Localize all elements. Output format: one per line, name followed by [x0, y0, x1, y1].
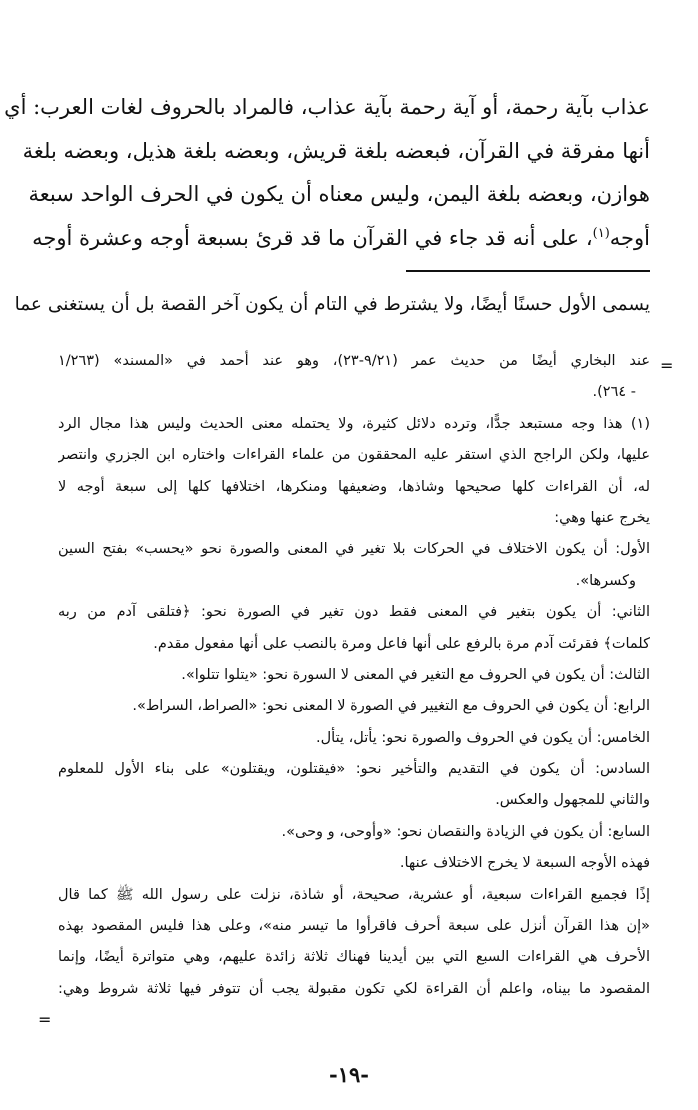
footnote-line: عليها، ولكن الراجح الذي استقر عليه المحققون من علماء القراءات واختاره ابن الجزري وانتصر [58, 447, 650, 464]
main-text-segment: ، على أنه قد جاء في القرآن ما قد قرئ بسبعة أوجه وعشرة أوجه [32, 225, 593, 250]
continuation-mark: = [38, 1010, 52, 1029]
footnote-line: الرابع: أن يكون في الحروف مع التغيير في الصورة لا المعنى نحو: «الصراط، السراط». [132, 698, 650, 715]
main-text-line: عذاب بآية رحمة، أو آية رحمة بآية عذاب، فالمراد بالحروف لغات العرب: أي [4, 95, 650, 119]
continuation-mark: = [660, 356, 674, 375]
footnote-line: يخرج عنها وهي: [554, 509, 650, 526]
footnote-separator [406, 270, 650, 272]
footnote-line: الثالث: أن يكون في الحروف مع التغير في المعنى لا السورة نحو: «يتلوا تتلوا». [181, 666, 650, 683]
footnote-line: (١) هذا وجه مستبعد جدًّا، وترده دلائل كثيرة، ولا يحتمله معنى الحديث وليس هذا مجال الرد [58, 415, 650, 432]
footnote-line: والثاني للمجهول والعكس. [495, 792, 650, 809]
footnote-line: إذًا فجميع القراءات سبعية، أو عشرية، صحيحة، أو شاذة، نزلت على رسول الله ﷺ كما قال [58, 886, 650, 903]
footnote-line: الثاني: أن يكون بتغير في المعنى فقط دون تغير في الصورة نحو: ﴿فتلقى آدم من ربه [58, 604, 650, 621]
footnote-continuation: يسمى الأول حسنًا أيضًا، ولا يشترط في التام أن يكون آخر القصة بل أن يستغنى عما [14, 294, 650, 315]
footnotes [58, 346, 650, 1005]
main-text-segment: أوجه [609, 225, 650, 250]
footnote-line: السابع: أن يكون في الزيادة والنقصان نحو: «وأوحى، و وحى». [281, 823, 650, 840]
main-text-line: هوازن، وبعضه بلغة اليمن، وليس معناه أن يكون في الحرف الواحد سبعة [28, 182, 650, 206]
footnote-line: «إن هذا القرآن أنزل على سبعة أحرف فاقرأوا ما تيسر منه»، وعلى هذا فليس المقصود بهذه [58, 918, 650, 935]
footnote-line: الأول: أن يكون الاختلاف في الحركات بلا تغير في المعنى والصورة نحو «يحسب» بفتح السين [58, 541, 650, 558]
main-text [4, 86, 650, 260]
footnote-line: وكسرها». [575, 572, 636, 589]
page-number: -١٩- [329, 1062, 369, 1087]
main-text-line [32, 217, 650, 261]
footnote-reference[interactable]: (١) [592, 225, 610, 241]
footnote-line: - ٢٦٤). [592, 384, 636, 401]
footnote-line: كلمات﴾ فقرئت آدم مرة بالرفع على أنها فاعل ومرة بالنصب على أنها مفعول مقدم. [153, 635, 650, 652]
footnote-line: المقصود ما بيناه، واعلم أن القراءة لكي تكون مقبولة يجب أن تتوفر فيها ثلاثة شروط وهي: [58, 980, 650, 997]
footnote-line: الخامس: أن يكون في الحروف والصورة نحو: يأتل، يتأل. [316, 729, 650, 746]
footnote-line: السادس: أن يكون في التقديم والتأخير نحو: «فيقتلون، ويقتلون» على بناء الأول للمعلوم [58, 761, 650, 778]
footnote-line: له، أن القراءات كلها صحيحها وشاذها، وضعيفها ومنكرها، اختلافها كلها إلى سبعة أوجه لا [58, 478, 650, 495]
footnote-line: عند البخاري أيضًا من حديث عمر (٩/٢١-٢٣)، وهو عند أحمد في «المسند» (١/٢٦٣ [58, 353, 650, 369]
main-text-line: أنها مفرقة في القرآن، فبعضه بلغة قريش، وبعضه بلغة هذيل، وبعضه بلغة [22, 138, 650, 163]
footnote-line: فهذه الأوجه السبعة لا يخرج الاختلاف عنها. [399, 855, 650, 872]
footnote-line: الأحرف هي القراءات السبع التي بين أيدينا فهناك ثلاثة زائدة عليهم، وهي متواترة أيضًا، وإنما [58, 949, 650, 966]
